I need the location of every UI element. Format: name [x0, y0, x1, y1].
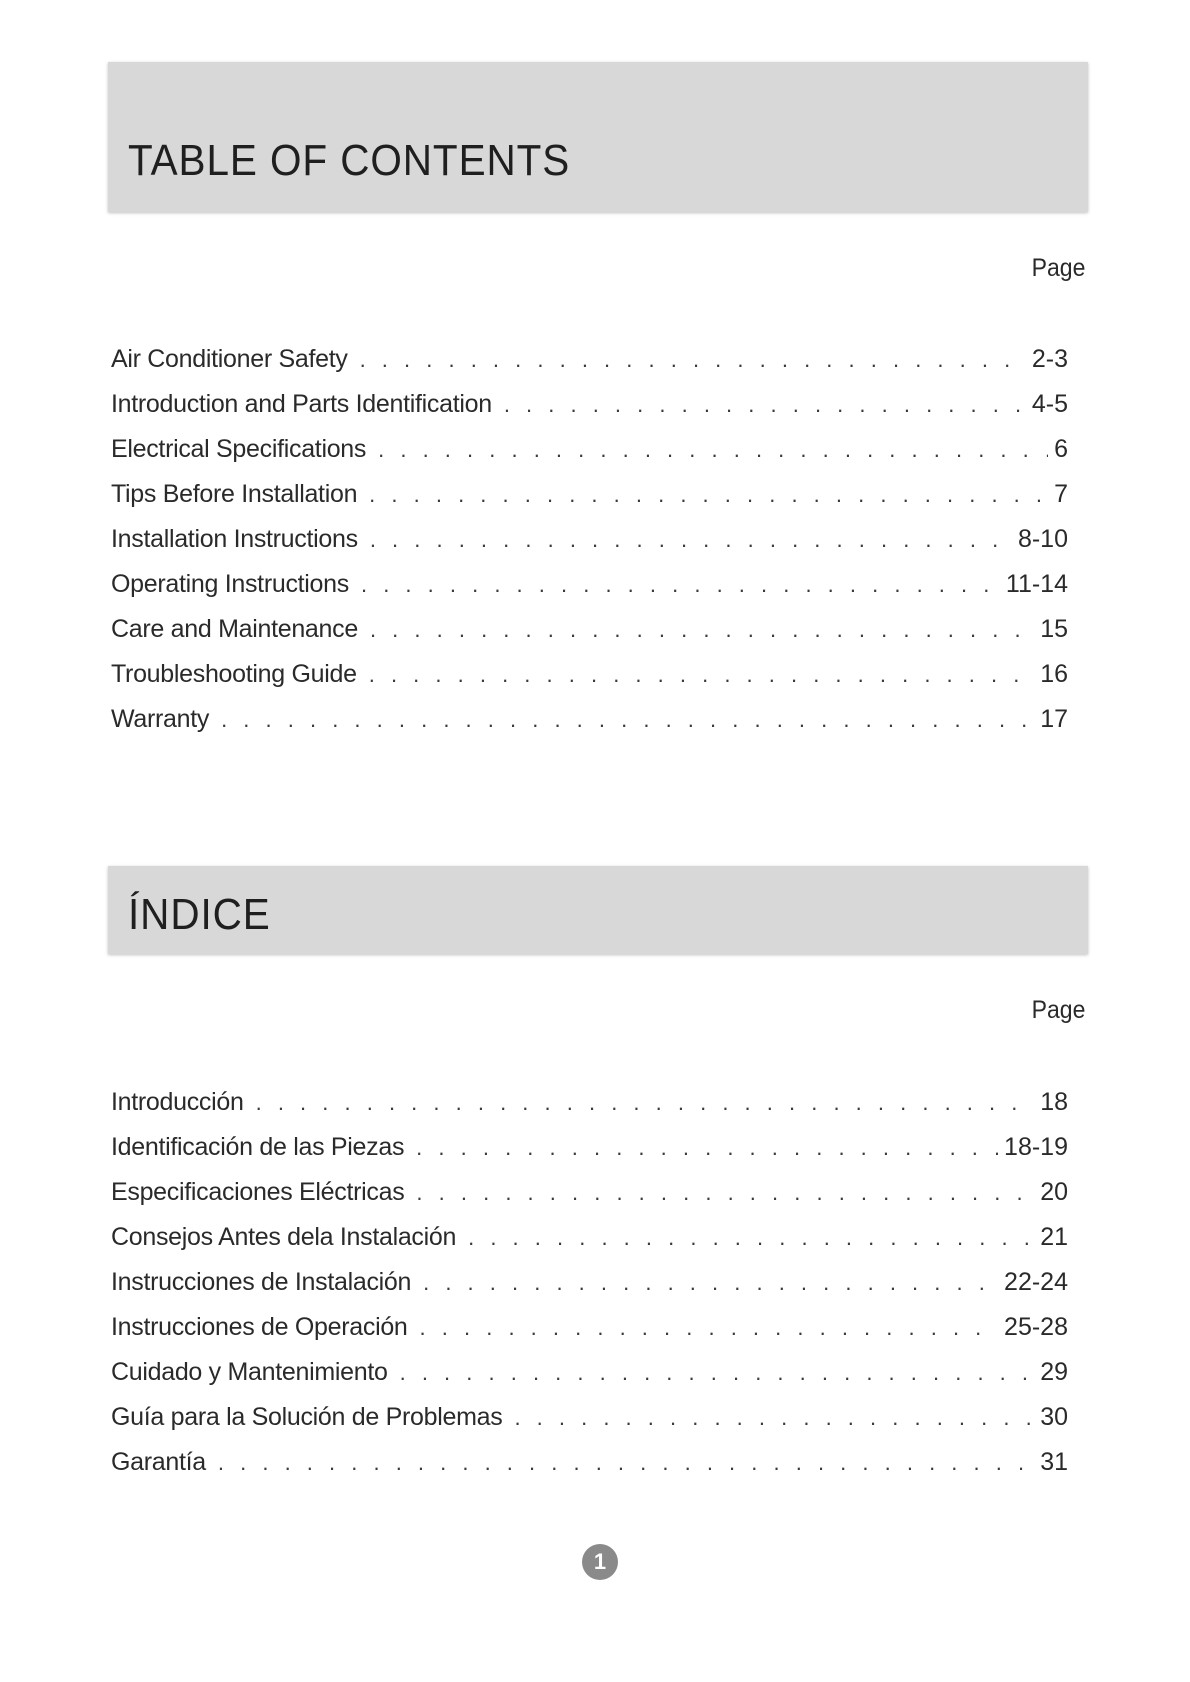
dot-leader: [370, 607, 1034, 652]
toc-title: TABLE OF CONTENTS: [128, 136, 571, 185]
toc-entry[interactable]: [111, 697, 1068, 742]
entry-page-number: 21: [1040, 1223, 1068, 1251]
dot-leader: [221, 697, 1034, 742]
toc-entry[interactable]: [111, 1260, 1068, 1305]
toc-entry[interactable]: [111, 607, 1068, 652]
toc-entry[interactable]: [111, 1170, 1068, 1215]
dot-leader: [378, 427, 1048, 472]
dot-leader: [420, 1305, 999, 1350]
entry-page-number: 17: [1040, 705, 1068, 733]
dot-leader: [361, 562, 1000, 607]
entry-page-number: 15: [1040, 615, 1068, 643]
entry-title: Introducción: [111, 1088, 244, 1116]
dot-leader: [369, 652, 1034, 697]
dot-leader: [370, 517, 1012, 562]
dot-leader: [416, 1125, 998, 1170]
entry-page-number: 16: [1040, 660, 1068, 688]
entry-title: Identificación de las Piezas: [111, 1133, 405, 1161]
entry-title: Garantía: [111, 1448, 206, 1476]
entry-page-number: 7: [1054, 480, 1068, 508]
toc-entry[interactable]: [111, 1305, 1068, 1350]
entry-page-number: 20: [1040, 1178, 1068, 1206]
dot-leader: [468, 1215, 1034, 1260]
dot-leader: [423, 1260, 998, 1305]
entry-title: Air Conditioner Safety: [111, 345, 348, 373]
entry-page-number: 11-14: [1005, 570, 1068, 598]
toc-entry[interactable]: [111, 1125, 1068, 1170]
dot-leader: [514, 1395, 1034, 1440]
dot-leader: [256, 1080, 1035, 1125]
entry-title: Care and Maintenance: [111, 615, 358, 643]
entry-title: Introduction and Parts Identification: [111, 390, 492, 418]
dot-leader: [360, 337, 1026, 382]
entry-page-number: 8-10: [1017, 525, 1068, 553]
entry-title: Guía para la Solución de Problemas: [111, 1403, 503, 1431]
entry-page-number: 22-24: [1004, 1268, 1068, 1296]
entry-title: Especificaciones Eléctricas: [111, 1178, 405, 1206]
entry-page-number: 2-3: [1031, 345, 1068, 373]
toc-header-bar: [108, 62, 1088, 212]
entry-page-number: 25-28: [1004, 1313, 1068, 1341]
entry-title: Consejos Antes dela Instalación: [111, 1223, 457, 1251]
toc-entry[interactable]: [111, 427, 1068, 472]
indice-title: ÍNDICE: [128, 890, 271, 939]
dot-leader: [504, 382, 1026, 427]
entry-page-number: 30: [1040, 1403, 1068, 1431]
toc-entry[interactable]: [111, 652, 1068, 697]
entry-page-number: 4-5: [1031, 390, 1068, 418]
toc-entry[interactable]: [111, 562, 1068, 607]
entry-title: Tips Before Installation: [111, 480, 358, 508]
entry-title: Installation Instructions: [111, 525, 358, 553]
dot-leader: [369, 472, 1048, 517]
indice-header-bar: [108, 866, 1088, 954]
entry-title: Instrucciones de Instalación: [111, 1268, 412, 1296]
entry-title: Electrical Specifications: [111, 435, 367, 463]
toc-entry[interactable]: [111, 382, 1068, 427]
toc-entry[interactable]: [111, 1080, 1068, 1125]
page-number-badge: 1: [582, 1544, 618, 1580]
toc-entry[interactable]: [111, 472, 1068, 517]
entry-page-number: 18-19: [1004, 1133, 1068, 1161]
dot-leader: [400, 1350, 1035, 1395]
entry-title: Warranty: [111, 705, 210, 733]
dot-leader: [218, 1440, 1034, 1485]
indice-page-column-label: Page: [1031, 996, 1085, 1024]
entry-page-number: 18: [1040, 1088, 1068, 1116]
entry-title: Operating Instructions: [111, 570, 349, 598]
entry-page-number: 31: [1040, 1448, 1068, 1476]
toc-entry[interactable]: [111, 1350, 1068, 1395]
toc-entry[interactable]: [111, 1215, 1068, 1260]
toc-entry[interactable]: [111, 1440, 1068, 1485]
entry-title: Instrucciones de Operación: [111, 1313, 408, 1341]
toc-entry[interactable]: [111, 337, 1068, 382]
toc-entry-list: [111, 337, 1068, 742]
entry-page-number: 6: [1054, 435, 1068, 463]
toc-entry[interactable]: [111, 517, 1068, 562]
entry-title: Cuidado y Mantenimiento: [111, 1358, 388, 1386]
toc-entry[interactable]: [111, 1395, 1068, 1440]
indice-entry-list: [111, 1080, 1068, 1485]
dot-leader: [416, 1170, 1034, 1215]
toc-page-column-label: Page: [1031, 254, 1085, 282]
entry-page-number: 29: [1040, 1358, 1068, 1386]
entry-title: Troubleshooting Guide: [111, 660, 357, 688]
